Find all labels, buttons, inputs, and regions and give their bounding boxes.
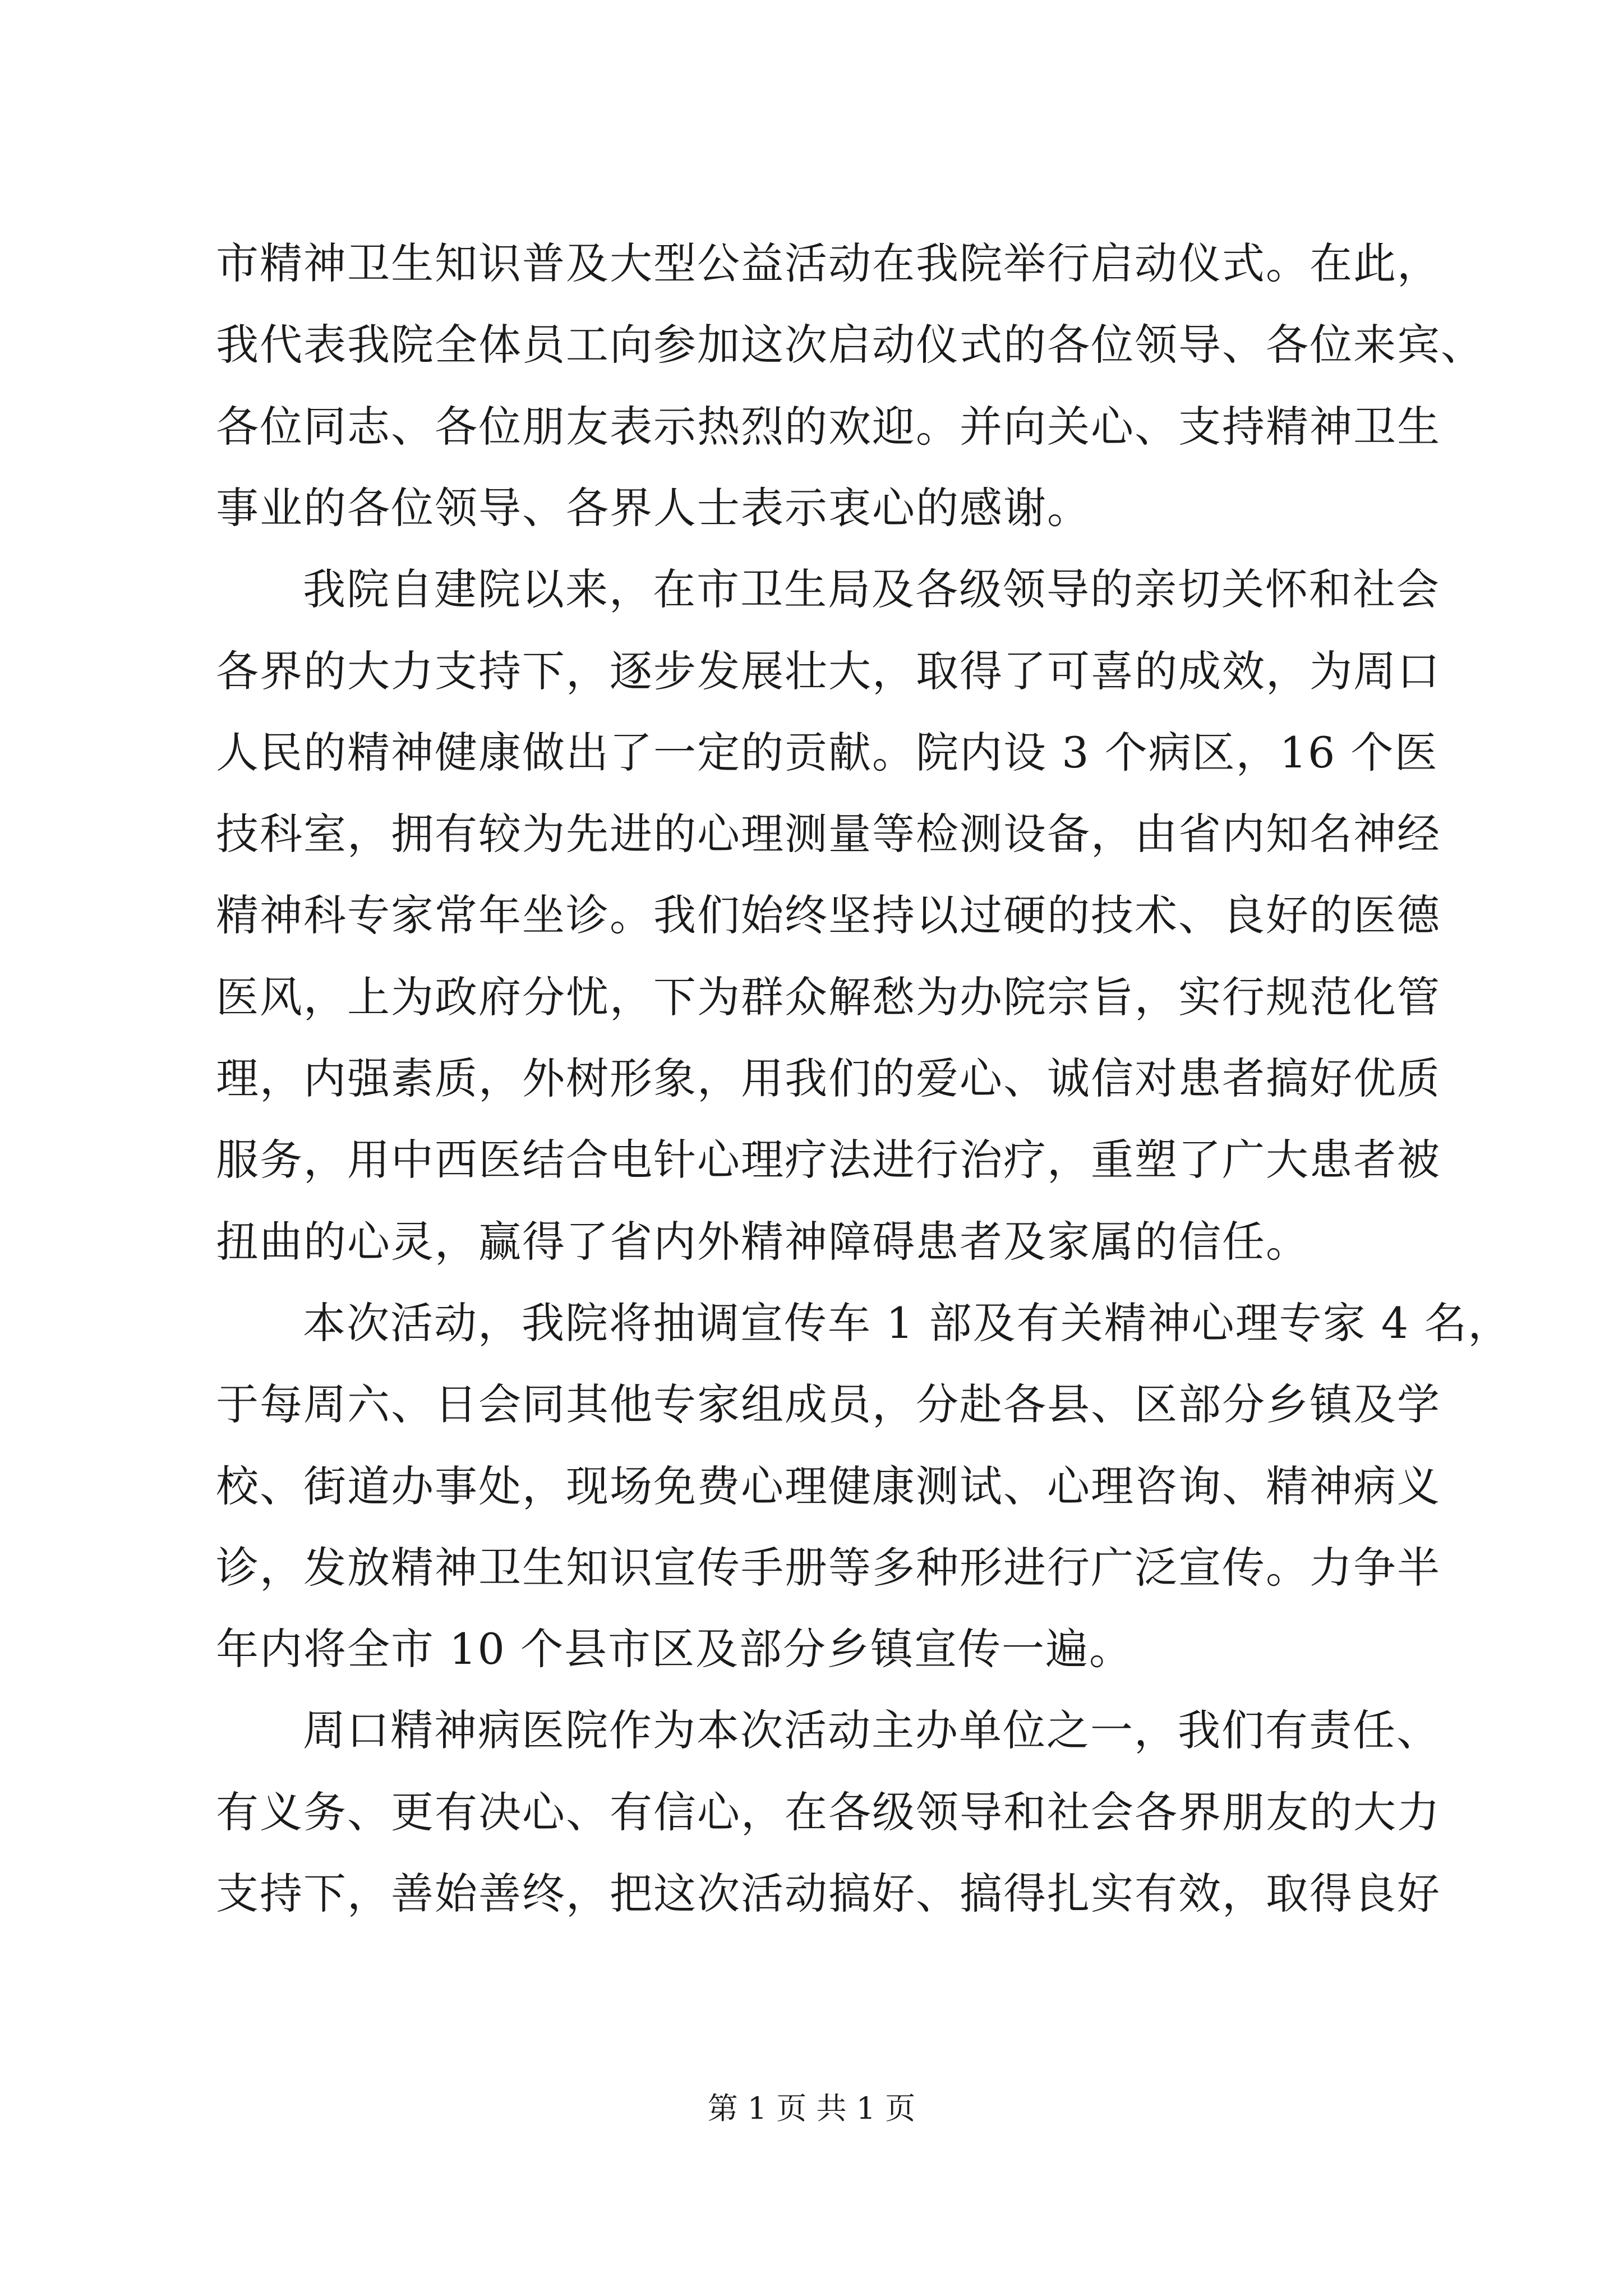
text-line: 人民的精神健康做出了一定的贡献。院内设 3 个病区，16 个医: [216, 727, 1438, 777]
text-line: 精神科专家常年坐诊。我们始终坚持以过硬的技术、良好的医德: [216, 890, 1441, 941]
text-line: 本次活动，我院将抽调宣传车 1 部及有关精神心理专家 4 名，: [303, 1297, 1512, 1348]
text-line: 各界的大力支持下，逐步发展壮大，取得了可喜的成效，为周口: [216, 646, 1441, 696]
text-line: 周口精神病医院作为本次活动主办单位之一，我们有责任、: [303, 1705, 1440, 1756]
page-footer: 第 1 页 共 1 页: [707, 2091, 916, 2126]
text-line: 理，内强素质，外树形象，用我们的爱心、诚信对患者搞好优质: [216, 1053, 1441, 1103]
text-line: 扭曲的心灵，赢得了省内外精神障碍患者及家属的信任。: [216, 1216, 1310, 1267]
text-line: 市精神卫生知识普及大型公益活动在我院举行启动仪式。在此，: [216, 238, 1441, 288]
text-line: 支持下，善始善终，把这次活动搞好、搞得扎实有效，取得良好: [216, 1869, 1441, 1918]
text-line: 于每周六、日会同其他专家组成员，分赴各县、区部分乡镇及学: [216, 1379, 1441, 1430]
text-line: 年内将全市 10 个县市区及部分乡镇宣传一遍。: [216, 1624, 1133, 1674]
text-line: 我代表我院全体员工向参加这次启动仪式的各位领导、各位来宾、: [216, 320, 1484, 370]
text-line: 有义务、更有决心、有信心，在各级领导和社会各界朋友的大力: [216, 1787, 1441, 1837]
text-line: 我院自建院以来，在市卫生局及各级领导的亲切关怀和社会: [303, 564, 1440, 615]
text-line: 服务，用中西医结合电针心理疗法进行治疗，重塑了广大患者被: [216, 1135, 1441, 1185]
text-line: 技科室，拥有较为先进的心理测量等检测设备，由省内知名神经: [216, 809, 1441, 859]
text-line: 医风，上为政府分忧，下为群众解愁为办院宗旨，实行规范化管: [216, 972, 1441, 1022]
text-line: 各位同志、各位朋友表示热烈的欢迎。并向关心、支持精神卫生: [216, 401, 1441, 452]
text-line: 诊，发放精神卫生知识宣传手册等多种形进行广泛宣传。力争半: [216, 1542, 1441, 1593]
text-line: 校、街道办事处，现场免费心理健康测试、心理咨询、精神病义: [216, 1461, 1441, 1511]
text-line: 事业的各位领导、各界人士表示衷心的感谢。: [216, 482, 1091, 533]
